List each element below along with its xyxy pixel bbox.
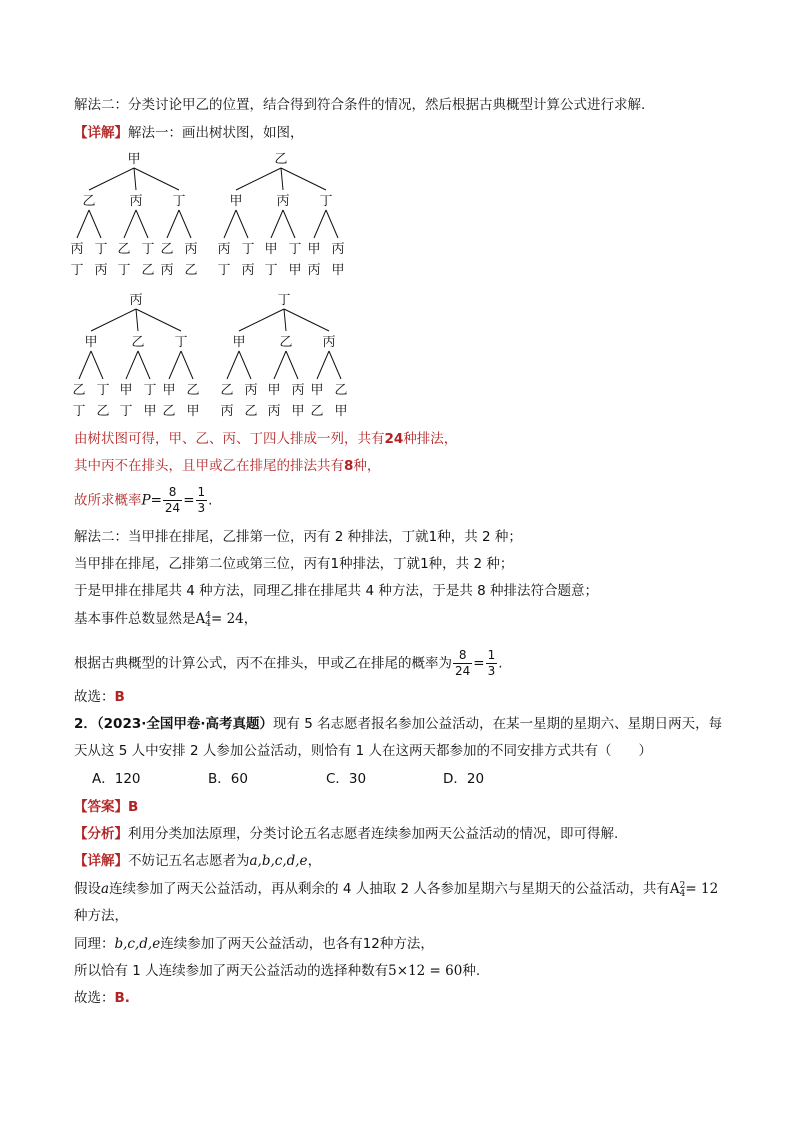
tree-branch xyxy=(284,309,286,331)
tree-node-level3: 乙 xyxy=(96,404,110,419)
fraction-8-24-b xyxy=(453,648,472,679)
tree-node-level1: 丁 xyxy=(174,335,188,350)
period: . xyxy=(498,655,503,672)
tree-branch xyxy=(89,168,134,190)
fraction-numerator: 1 xyxy=(197,485,206,499)
fraction-denominator: 24 xyxy=(455,664,471,678)
tree-branch xyxy=(181,351,193,379)
tree-branch xyxy=(167,210,179,238)
tree-node-level2: 乙 xyxy=(72,383,86,398)
tree-branch xyxy=(126,351,138,379)
tree-node-level2: 丁 xyxy=(241,242,255,257)
equals-sign-3: = xyxy=(473,655,485,672)
tree-node-level1: 丙 xyxy=(129,194,143,209)
tree-node-level3: 甲 xyxy=(334,404,348,419)
question-2-detail-5 xyxy=(74,962,480,980)
tree-node-level2: 丙 xyxy=(291,383,305,398)
question-text-1: 现有 5 名志愿者报名参加公益活动，在某一星期的星期六、星期日两天，每 xyxy=(273,716,723,732)
total-events-value: = 24， xyxy=(210,611,258,627)
detail-text: 假设 xyxy=(74,881,101,897)
tree-node-level1: 乙 xyxy=(279,335,293,350)
tree-node-level2: 乙 xyxy=(117,242,131,257)
answer-value: B xyxy=(128,799,139,815)
tree-node-level1: 甲 xyxy=(229,194,243,209)
detail-method1-text: 解法一：画出树状图，如图， xyxy=(128,125,304,141)
volunteer-variables: b,c,d,e xyxy=(114,936,161,952)
detail-text: 不妨记五名志愿者为 xyxy=(128,853,250,869)
tree-branch xyxy=(239,309,284,331)
tree-node-level2: 乙 xyxy=(334,383,348,398)
tree-branch xyxy=(281,168,283,190)
option-c[interactable]: C．30 xyxy=(326,771,367,787)
analysis-text: 利用分类加法原理，分类讨论五名志愿者连续参加两天公益活动的情况，即可得解. xyxy=(128,826,619,842)
probability-text: 根据古典概型的计算公式，丙不在排头，甲或乙在排尾的概率为 xyxy=(74,655,452,672)
tree-branch xyxy=(281,168,326,190)
method2-line3: 于是甲排在排尾共 4 种方法，同理乙排在排尾共 4 种方法，于是共 8 种排法符合题意； xyxy=(74,583,599,599)
arrangement-letter: A xyxy=(195,611,206,627)
arrangement-symbol xyxy=(670,881,685,897)
answer-value: B xyxy=(114,689,125,705)
tree-branch xyxy=(136,210,148,238)
tree-branch xyxy=(77,210,89,238)
method2-line4 xyxy=(74,610,257,628)
tree-node-level3: 丁 xyxy=(117,263,131,278)
tree-node-level2: 丁 xyxy=(94,242,108,257)
tree-branch xyxy=(286,351,298,379)
tree-node-level1: 乙 xyxy=(82,194,96,209)
tree-node-level3: 乙 xyxy=(162,404,176,419)
tree-node-level2: 甲 xyxy=(310,383,324,398)
tree-branch xyxy=(236,168,281,190)
tree-branch xyxy=(179,210,191,238)
tree-branch xyxy=(239,351,251,379)
condition-number: 8 xyxy=(344,458,354,474)
tree-node-level3: 甲 xyxy=(288,263,302,278)
probability-symbol: P xyxy=(141,492,151,509)
detail-tag: 【详解】 xyxy=(74,853,128,869)
question-2-answer xyxy=(74,798,138,816)
tree-node-level3: 丙 xyxy=(160,263,174,278)
arrangement-symbol xyxy=(196,611,211,627)
condition-count xyxy=(74,457,380,475)
fraction-numerator: 8 xyxy=(453,648,472,664)
question-2-line-2: 天从这 5 人中安排 2 人参加公益活动，则恰有 1 人在这两天都参加的不同安排方式共有（ ） xyxy=(74,743,653,759)
tree-node-level3: 丁 xyxy=(217,263,231,278)
tree-root: 乙 xyxy=(274,152,288,167)
tree-branch xyxy=(79,351,91,379)
tree-branch xyxy=(169,351,181,379)
answer-prefix: 故选： xyxy=(74,990,115,1006)
tree-node-level2: 丙 xyxy=(217,242,231,257)
fraction-denominator: 3 xyxy=(487,664,496,678)
arrangement-sub: 4 xyxy=(205,618,211,629)
probability-prefix: 故所求概率 xyxy=(74,492,142,509)
detail-comma: ， xyxy=(307,853,322,869)
question-2-analysis xyxy=(74,825,618,843)
tree-node-level2: 甲 xyxy=(264,242,278,257)
tree-node-level2: 丙 xyxy=(184,242,198,257)
tree-node-level2: 丁 xyxy=(143,383,157,398)
option-d[interactable]: D．20 xyxy=(443,771,485,787)
tree-branch xyxy=(317,351,329,379)
detail-tag: 【详解】 xyxy=(74,125,128,141)
tree-node-level1: 丙 xyxy=(276,194,290,209)
tree-branch xyxy=(274,351,286,379)
fraction-denominator: 3 xyxy=(197,501,206,515)
tree-branch xyxy=(224,210,236,238)
equals-sign: = xyxy=(150,492,162,509)
total-events-text: 基本事件总数显然是 xyxy=(74,611,196,627)
tree-result-text: 由树状图可得，甲、乙、丙、丁四人排成一列，共有 xyxy=(74,431,385,447)
fraction-denominator: 24 xyxy=(164,501,181,515)
tree-branch xyxy=(227,351,239,379)
tree-result-count: 24 xyxy=(384,431,404,447)
arrangement-sup: 2 xyxy=(679,880,686,891)
arrangement-sup: 4 xyxy=(205,610,211,621)
tree-node-level2: 丁 xyxy=(288,242,302,257)
tree-branch xyxy=(138,351,150,379)
tree-node-level3: 丙 xyxy=(241,263,255,278)
tree-node-level3: 乙 xyxy=(244,404,258,419)
tree-branch xyxy=(134,168,179,190)
equals-sign-2: = xyxy=(183,492,195,509)
option-a[interactable]: A．120 xyxy=(92,771,141,787)
tree-branch xyxy=(136,309,138,331)
tree-node-level2: 丙 xyxy=(331,242,345,257)
tree-root: 丁 xyxy=(277,293,291,308)
fraction-numerator: 8 xyxy=(163,485,182,501)
tree-node-level3: 甲 xyxy=(331,263,345,278)
variable-a: a xyxy=(101,881,110,897)
detail-text: 所以恰有 1 人连续参加了两天公益活动的选择种数有 xyxy=(74,963,389,979)
arrangement-letter: A xyxy=(669,881,680,897)
tree-branch xyxy=(91,309,136,331)
tree-node-level3: 丁 xyxy=(264,263,278,278)
fraction-8-24 xyxy=(163,485,182,516)
tree-node-level1: 甲 xyxy=(232,335,246,350)
tree-node-level1: 丁 xyxy=(319,194,333,209)
tree-node-level3: 丙 xyxy=(220,404,234,419)
tree-root: 丙 xyxy=(129,293,143,308)
question-2-final xyxy=(74,989,130,1007)
tree-branch xyxy=(89,210,101,238)
tree-node-level3: 甲 xyxy=(291,404,305,419)
tree-branch xyxy=(329,351,341,379)
option-b[interactable]: B．60 xyxy=(208,771,248,787)
question-2-detail-2 xyxy=(74,880,718,898)
answer-prefix: 故选： xyxy=(74,689,115,705)
tree-root: 甲 xyxy=(127,152,141,167)
tree-branch xyxy=(283,210,295,238)
arrangement-value: = 12 xyxy=(685,881,719,897)
question-2-options xyxy=(92,770,612,788)
fraction-numerator: 1 xyxy=(487,648,496,662)
tree-node-level3: 丙 xyxy=(307,263,321,278)
detail-text-2: 连续参加了两天公益活动，也各有12种方法， xyxy=(160,936,434,952)
detail-text: 同理： xyxy=(74,936,115,952)
tree-node-level2: 甲 xyxy=(307,242,321,257)
tree-node-level3: 乙 xyxy=(310,404,324,419)
tree-node-level2: 甲 xyxy=(162,383,176,398)
tree-node-level2: 丁 xyxy=(141,242,155,257)
answer-value: B. xyxy=(114,990,130,1006)
period: . xyxy=(208,492,213,509)
tree-diagrams xyxy=(0,0,794,430)
question-2-line-1 xyxy=(74,715,722,733)
condition-text: 其中丙不在排头，且甲或乙在排尾的排法共有 xyxy=(74,458,344,474)
tree-node-level1: 丁 xyxy=(172,194,186,209)
tree-node-level3: 乙 xyxy=(141,263,155,278)
tree-branch xyxy=(314,210,326,238)
fraction-1-3-b xyxy=(486,648,498,679)
answer-tag: 【答案】 xyxy=(74,799,128,815)
tree-branch xyxy=(326,210,338,238)
tree-node-level2: 乙 xyxy=(186,383,200,398)
tree-branch xyxy=(236,210,248,238)
tree-branch xyxy=(134,168,136,190)
question-2-detail-4 xyxy=(74,935,434,953)
fraction-1-3 xyxy=(196,485,208,516)
analysis-tag: 【分析】 xyxy=(74,826,128,842)
tree-node-level1: 乙 xyxy=(131,335,145,350)
tree-result xyxy=(74,430,457,448)
method2-line5 xyxy=(74,648,503,679)
method2-line1: 解法二：当甲排在排尾，乙排第一位，丙有 2 种排法，丁就1种，共 2 种； xyxy=(74,529,522,545)
tree-node-level2: 乙 xyxy=(220,383,234,398)
tree-node-level2: 丙 xyxy=(70,242,84,257)
detail-text-2: 连续参加了两天公益活动，再从剩余的 4 人抽取 2 人各参加星期六与星期天的公益活动，共有 xyxy=(109,881,670,897)
tree-node-level1: 甲 xyxy=(84,335,98,350)
tree-node-level2: 丁 xyxy=(96,383,110,398)
tree-node-level3: 丁 xyxy=(119,404,133,419)
tree-node-level2: 甲 xyxy=(267,383,281,398)
detail-suffix: 种. xyxy=(462,963,481,979)
tree-node-level2: 丙 xyxy=(244,383,258,398)
tree-node-level3: 甲 xyxy=(186,404,200,419)
product-expression: 5×12 = 60 xyxy=(388,963,463,979)
method2-intro: 解法二：分类讨论甲乙的位置，结合得到符合条件的情况，然后根据古典概型计算公式进行求解. xyxy=(74,97,646,113)
tree-branch xyxy=(271,210,283,238)
tree-branch xyxy=(284,309,329,331)
answer-line-1 xyxy=(74,688,125,706)
arrangement-sub: 4 xyxy=(679,888,686,899)
tree-node-level2: 乙 xyxy=(160,242,174,257)
tree-branch xyxy=(136,309,181,331)
tree-branch xyxy=(91,351,103,379)
tree-node-level1: 丙 xyxy=(322,335,336,350)
tree-node-level3: 丙 xyxy=(267,404,281,419)
tree-node-level3: 丁 xyxy=(70,263,84,278)
question-source: （2023·全国甲卷·高考真题） xyxy=(96,716,273,732)
probability-result xyxy=(74,485,212,516)
tree-node-level3: 乙 xyxy=(184,263,198,278)
tree-node-level3: 甲 xyxy=(143,404,157,419)
tree-node-level3: 丁 xyxy=(72,404,86,419)
tree-node-level3: 丙 xyxy=(94,263,108,278)
question-2-detail-3: 种方法， xyxy=(74,908,128,924)
volunteer-variables: a,b,c,d,e xyxy=(249,853,308,869)
tree-branch xyxy=(124,210,136,238)
question-2-detail-1 xyxy=(74,852,321,870)
condition-suffix: 种， xyxy=(353,458,381,474)
method2-line2: 当甲排在排尾，乙排第二位或第三位，丙有1种排法，丁就1种，共 2 种； xyxy=(74,556,514,572)
question-number: 2． xyxy=(74,716,97,732)
tree-node-level2: 甲 xyxy=(119,383,133,398)
tree-result-suffix: 种排法， xyxy=(403,431,458,447)
